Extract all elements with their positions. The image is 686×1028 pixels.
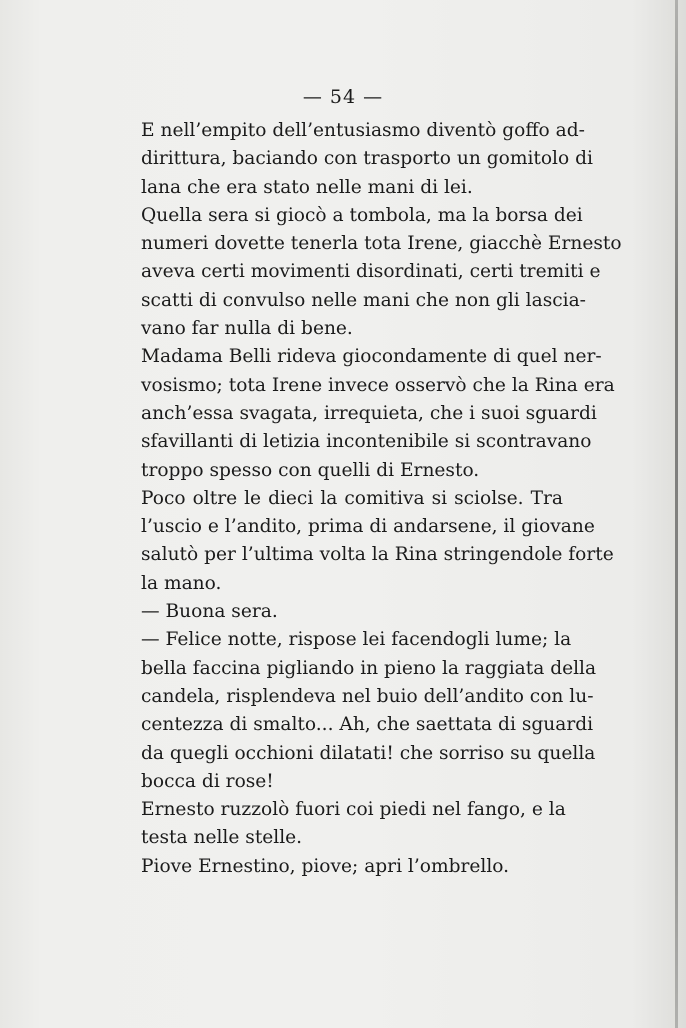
paragraph [119,343,615,484]
text-line: vosismo; tota Irene invece osservò che la Rina era [141,374,615,396]
text-line: centezza di smalto... Ah, che saettata di sguardi [141,714,594,736]
text-line: anch’essa svagata, irrequieta, che i suoi sguardi [141,402,597,424]
text-line: candela, risplendeva nel buio dell’andito con lu- [141,685,594,707]
paragraph [119,853,563,881]
text-line: vano far nulla di bene. [141,318,353,340]
text-line: bella faccina pigliando in pieno la raggiata della [141,657,597,679]
text-line: — Buona sera. [141,601,278,623]
text-line: l’uscio e l’andito, prima di andarsene, il giovane [141,516,595,538]
text-line: scatti di convulso nelle mani che non gli lascia- [141,289,586,311]
text-line: numeri dovette tenerla tota Irene, giacchè Ernesto [141,233,622,255]
text-line: lana che era stato nelle mani di lei. [141,176,473,198]
text-line: Poco oltre le dieci la comitiva si sciolse. Tra [141,487,563,509]
text-line: bocca di rose! [141,770,274,792]
paragraph [119,485,614,598]
text-line: Madama Belli rideva giocondamente di quel ner- [141,346,602,368]
text-line: Ernesto ruzzolò fuori coi piedi nel fango, e la [141,799,566,821]
text-line: dirittura, baciando con trasporto un gomitolo di [141,148,593,170]
paragraph [119,117,593,202]
page-number: — 54 — [302,86,384,108]
page-binding-shadow [675,0,678,1028]
text-line: salutò per l’ultima volta la Rina stringendole forte [141,544,614,566]
text-line: Piove Ernestino, piove; apri l’ombrello. [141,855,510,877]
text-line: — Felice notte, rispose lei facendogli lume; la [141,629,572,651]
text-line: testa nelle stelle. [141,827,303,849]
text-line: la mano. [141,572,222,594]
page-body-text [119,117,622,881]
text-line: Quella sera si giocò a tombola, ma la borsa dei [141,204,583,226]
paragraph [119,796,566,853]
paragraph [119,626,597,796]
text-line: aveva certi movimenti disordinati, certi tremiti e [141,261,601,283]
text-line: troppo spesso con quelli di Ernesto. [141,459,480,481]
paragraph [119,598,563,626]
text-line: sfavillanti di letizia incontenibile si scontravano [141,431,592,453]
text-line: da quegli occhioni dilatati! che sorriso su quella [141,742,596,764]
paragraph [119,202,622,343]
text-line: E nell’empito dell’entusiasmo diventò goffo ad- [141,120,585,141]
